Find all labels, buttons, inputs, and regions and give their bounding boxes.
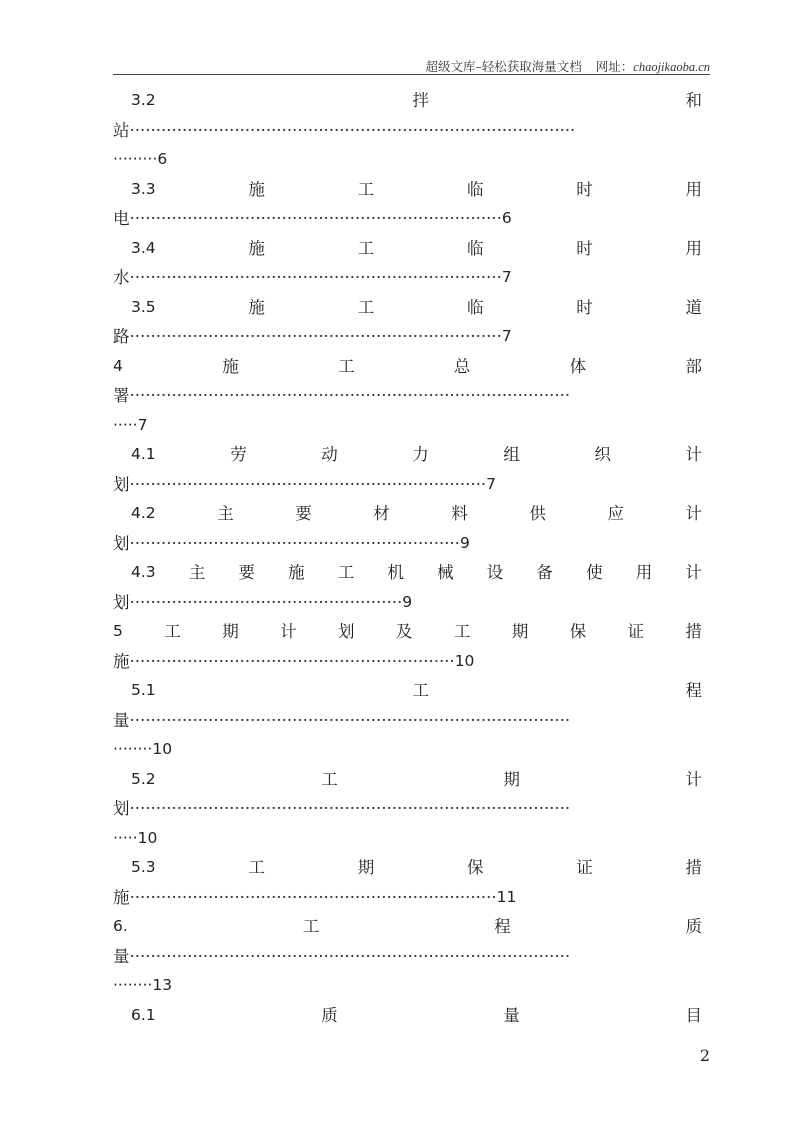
toc-entry-char: 用 (685, 238, 702, 258)
toc-entry-title (113, 1001, 702, 1031)
toc-entry-char: 计 (685, 445, 702, 464)
toc-entry-number: 3.2 (131, 91, 156, 109)
toc-entry-char: 措 (685, 858, 702, 877)
toc-entry-char: 期 (222, 622, 239, 641)
toc-entry-char: 机 (387, 563, 404, 582)
toc-leader-word: 署 (113, 386, 130, 405)
toc-entry-number: 6. (113, 917, 128, 935)
toc-entry-char: 证 (576, 858, 593, 877)
toc-entry-leader (113, 883, 702, 913)
toc-entry-leader (113, 942, 702, 972)
toc-entry-char: 工 (357, 297, 375, 317)
toc-entry-char: 工 (164, 622, 181, 641)
header-site: 超级文库–轻松获取海量文档 (425, 59, 582, 74)
toc-entry-number: 4.2 (131, 504, 156, 522)
toc-entry-char: 程 (685, 681, 702, 700)
toc-entry-leader (113, 204, 702, 234)
toc-leader-word: 量 (113, 710, 130, 730)
toc-entry-leader (113, 116, 702, 146)
toc-entry-char: 备 (536, 563, 553, 582)
toc-entry-char: 施 (248, 238, 265, 258)
toc-entry-page: ·········6 (113, 150, 168, 168)
toc-entry-char: 要 (238, 563, 255, 582)
toc-entry-char: 期 (357, 858, 375, 877)
toc-entry-number: 3.5 (131, 297, 156, 316)
toc-entry-number: 5.1 (131, 681, 156, 699)
toc-entry-page: ·····7 (113, 415, 148, 434)
toc-entry-char: 用 (635, 563, 653, 582)
toc-entry-char: 及 (395, 622, 413, 641)
toc-entry-char: 工 (302, 917, 320, 936)
toc-entry-title (113, 293, 702, 323)
toc-entry-page: ·····10 (113, 828, 158, 847)
toc-entry-leader (113, 529, 702, 559)
toc-leader-word: 划 (113, 474, 130, 494)
toc-entry-title (113, 617, 702, 647)
toc-entry-char: 期 (503, 769, 520, 789)
toc-entry-char: 械 (437, 563, 454, 582)
toc-entry-char: 临 (466, 179, 484, 199)
toc-entry-page: ········13 (113, 976, 173, 994)
toc-entry-char: 工 (248, 858, 265, 877)
toc-entry-char: 料 (451, 504, 468, 523)
toc-leader-dots: ···················································································· (129, 710, 571, 730)
toc-leader-dots: ······························································· (129, 533, 460, 553)
toc-entry-char: 时 (576, 238, 593, 258)
toc-entry-char: 劳 (230, 445, 247, 464)
toc-leader-dots: ···················································································· (129, 799, 571, 818)
toc-entry-char: 量 (503, 1005, 520, 1025)
header-url-label: 网址： (595, 59, 634, 74)
page-header (113, 57, 710, 73)
toc-entry-char: 划 (338, 622, 355, 641)
toc-entry-char: 时 (576, 179, 593, 199)
toc-entry-number: 5.3 (131, 858, 156, 876)
toc-entry-title (113, 499, 702, 529)
toc-entry-title (113, 86, 702, 116)
toc-leader-word: 量 (113, 946, 130, 966)
toc-entry-char: 要 (295, 504, 312, 523)
toc-entry-char: 计 (685, 563, 702, 582)
toc-entry-char: 体 (569, 356, 587, 376)
toc-entry-char: 工 (453, 622, 471, 641)
toc-leader-word: 电 (113, 209, 130, 228)
toc-entry-title (113, 676, 702, 706)
toc-entry-char: 目 (685, 1005, 702, 1025)
toc-entry-leader (113, 647, 702, 677)
toc-entry-char: 道 (685, 297, 702, 317)
toc-entry-char: 保 (569, 622, 587, 641)
toc-entry-char: 动 (321, 445, 338, 464)
toc-leader-word: 施 (113, 651, 130, 671)
toc-entry-char: 设 (486, 563, 504, 582)
toc-leader-dots: ···················································································· (129, 946, 571, 966)
toc-entry-char: 施 (248, 179, 265, 199)
toc-entry-char: 组 (503, 445, 520, 464)
table-of-contents (113, 86, 702, 1030)
toc-leader-dots: ····················································································· (129, 120, 576, 140)
toc-entry-leader (113, 322, 702, 352)
toc-entry-number: 5.2 (131, 769, 156, 788)
toc-entry-title (113, 558, 702, 588)
toc-entry-char: 工 (412, 681, 429, 700)
toc-entry-char: 工 (337, 563, 355, 582)
toc-entry-title (113, 234, 702, 264)
toc-entry-char: 措 (685, 622, 702, 641)
toc-leader-pg: 9 (459, 533, 470, 552)
toc-entry-char: 质 (685, 917, 702, 936)
toc-leader-word: 路 (113, 327, 130, 346)
toc-leader-pg: 10 (454, 651, 475, 670)
toc-entry-number: 4 (113, 356, 123, 375)
toc-leader-word: 划 (113, 799, 130, 818)
toc-entry-leader (113, 588, 702, 618)
toc-entry-char: 部 (685, 356, 702, 376)
toc-entry-number: 4.3 (131, 563, 156, 581)
toc-entry-title (113, 853, 702, 883)
toc-entry-char: 力 (412, 445, 429, 464)
toc-entry-title (113, 912, 702, 942)
toc-entry-leader (113, 706, 702, 736)
toc-entry-number: 6.1 (131, 1005, 156, 1024)
toc-entry-char: 工 (357, 238, 375, 258)
toc-leader-word: 水 (113, 268, 130, 287)
toc-entry-number: 3.4 (131, 238, 156, 257)
toc-leader-dots: ···················································································· (129, 386, 571, 405)
toc-entry-char: 保 (466, 858, 484, 877)
toc-entry-title (113, 175, 702, 205)
toc-entry-leader (113, 263, 702, 293)
page-number: 2 (699, 1046, 710, 1065)
toc-leader-dots: ······································································· (129, 209, 502, 228)
toc-leader-word: 划 (113, 533, 130, 553)
toc-entry-char: 临 (466, 297, 484, 317)
toc-entry-char: 供 (529, 504, 546, 523)
toc-leader-dots: ······································································ (129, 887, 497, 907)
toc-entry-leader (113, 381, 702, 411)
toc-leader-dots: ······································································· (129, 327, 502, 346)
toc-leader-word: 站 (113, 120, 130, 140)
toc-leader-pg: 7 (486, 474, 497, 493)
toc-entry-leader (113, 794, 702, 824)
toc-entry-char: 施 (248, 297, 265, 317)
toc-entry-char: 程 (494, 917, 511, 936)
toc-entry-leader (113, 470, 702, 500)
toc-entry-title (113, 352, 702, 382)
toc-leader-word: 施 (113, 887, 130, 907)
toc-entry-title (113, 765, 702, 795)
toc-entry-char: 用 (685, 179, 702, 199)
toc-entry-char: 证 (627, 622, 645, 641)
toc-entry-char: 计 (685, 504, 702, 523)
toc-entry-page: ········10 (113, 740, 173, 758)
toc-leader-pg: 11 (496, 887, 517, 906)
toc-leader-pg: 7 (501, 268, 512, 286)
toc-leader-pg: 7 (501, 327, 512, 345)
toc-entry-number: 5 (113, 622, 123, 640)
toc-entry-char: 施 (288, 563, 305, 582)
toc-entry-char: 应 (607, 504, 624, 523)
toc-entry-number: 4.1 (131, 445, 156, 463)
toc-leader-dots: ···································································· (129, 474, 487, 494)
toc-entry-char: 施 (222, 356, 239, 376)
toc-entry-char: 总 (453, 356, 471, 376)
toc-entry-char: 临 (466, 238, 484, 258)
toc-entry-char: 主 (217, 504, 234, 523)
toc-entry-char: 质 (321, 1005, 338, 1025)
toc-entry-char: 使 (586, 563, 603, 582)
toc-entry-char: 计 (685, 769, 702, 789)
toc-leader-dots: ······································································· (129, 268, 502, 287)
toc-entry-char: 计 (280, 622, 297, 641)
toc-entry-char: 主 (188, 563, 206, 582)
toc-entry-char: 和 (685, 91, 702, 110)
toc-entry-char: 期 (511, 622, 529, 641)
toc-entry-char: 工 (338, 356, 355, 376)
toc-leader-pg: 6 (501, 209, 512, 227)
header-rule (113, 74, 710, 75)
toc-leader-pg: 9 (402, 592, 413, 611)
toc-leader-dots: ···················································· (129, 592, 403, 612)
toc-leader-dots: ······························································ (129, 651, 455, 671)
toc-entry-title (113, 440, 702, 470)
toc-entry-char: 织 (594, 445, 611, 464)
header-url: chaojikaoba.cn (633, 60, 710, 74)
toc-entry-char: 材 (373, 504, 390, 523)
toc-entry-char: 工 (321, 769, 338, 789)
toc-entry-char: 拌 (412, 91, 429, 110)
toc-leader-word: 划 (113, 592, 130, 612)
toc-entry-number: 3.3 (131, 179, 156, 198)
toc-entry-char: 工 (357, 179, 375, 199)
toc-entry-char: 时 (576, 297, 593, 317)
